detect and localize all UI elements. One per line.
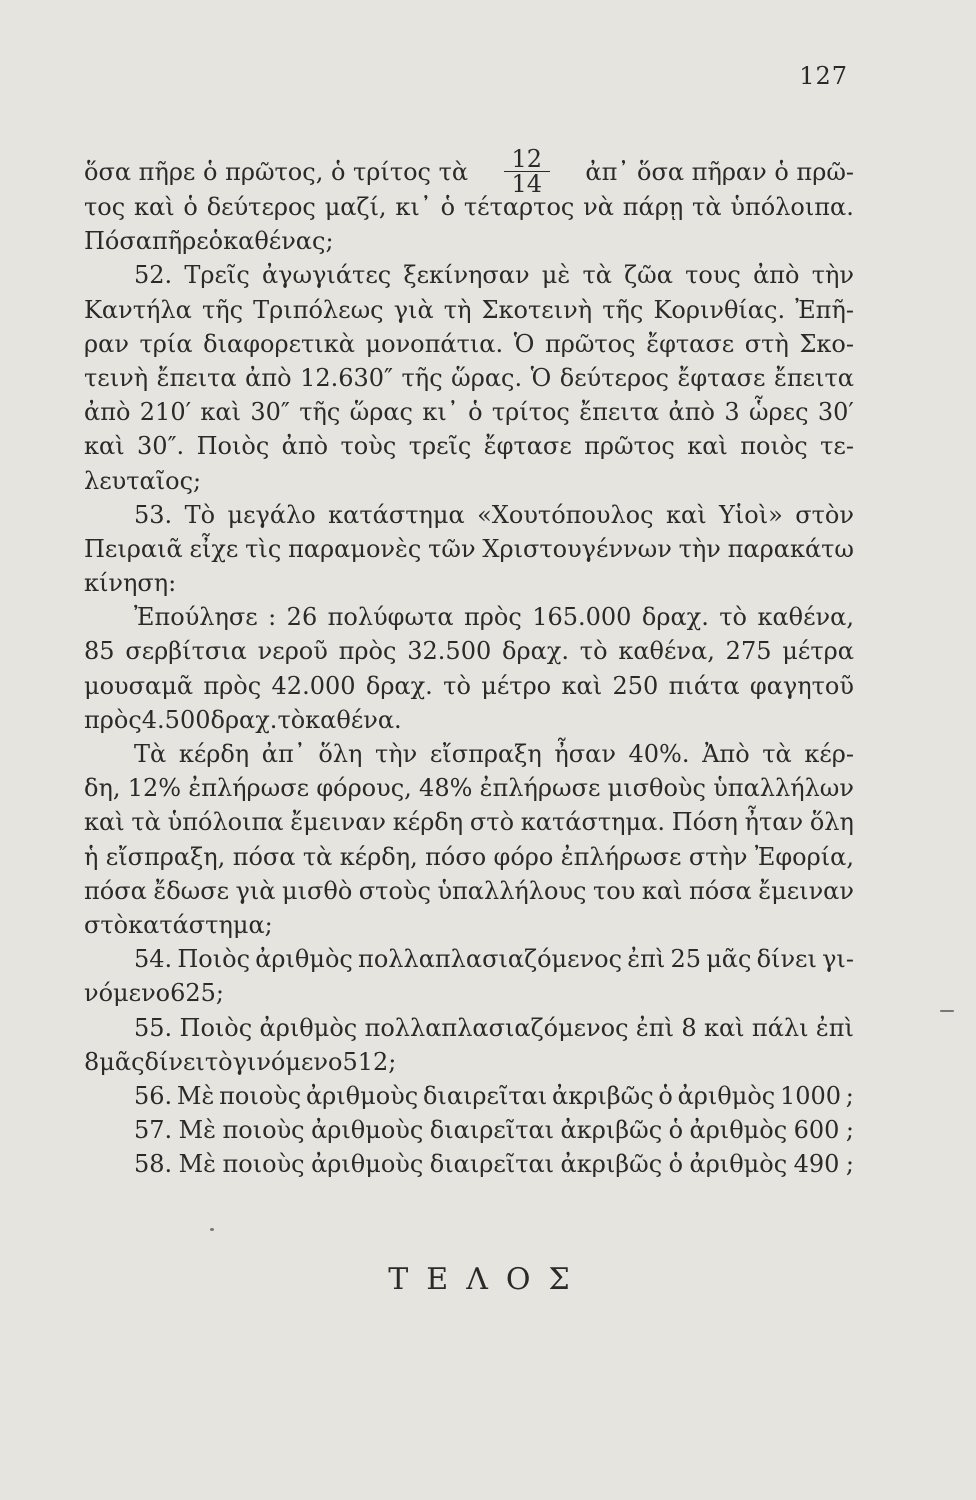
text-line: μουσαμᾶ πρὸς 42.000 δραχ. τὸ μέτρο καὶ 250 πιάτα φαγητοῦ <box>84 671 854 700</box>
text-line: τεινὴ ἔπειτα ἀπὸ 12.630″ τῆς ὥρας. Ὁ δεύτερος ἔφτασε ἔπειτα <box>84 363 854 392</box>
body-lines <box>84 190 854 1181</box>
text-line: κίνηση : <box>84 569 177 598</box>
text-line: δη, 12% ἐπλήρωσε φόρους, 48% ἐπλήρωσε μισθοὺς ὑπαλλήλων <box>84 774 854 803</box>
text-block <box>84 118 854 1181</box>
text-line: Ἐπούλησε : 26 πολύφωτα πρὸς 165.000 δραχ. τὸ καθένα, <box>134 603 854 632</box>
text-line: πρὸς 4.500 δραχ. τὸ καθένα. <box>84 705 402 734</box>
text-line: ἀπὸ 210′ καὶ 30″ τῆς ὥρας κι᾽ ὁ τρίτος ἔπειτα ἀπὸ 3 ὧρες 30′ <box>84 398 854 427</box>
text-line: ραν τρία διαφορετικὰ μονοπάτια. Ὁ πρῶτος ἔφτασε στὴ Σκο- <box>84 329 854 358</box>
fraction <box>504 147 550 196</box>
text-line: 55. Ποιὸς ἀριθμὸς πολλαπλασιαζόμενος ἐπὶ 8 καὶ πάλι ἐπὶ <box>134 1013 854 1042</box>
text-line: Τὰ κέρδη ἀπ᾽ ὅλη τὴν εἴσπραξη ἦσαν 40%. Ἀπὸ τὰ κέρ- <box>134 740 854 768</box>
print-speck <box>940 1010 954 1012</box>
text-line: καὶ 30″. Ποιὸς ἀπὸ τοὺς τρεῖς ἔφτασε πρῶτος καὶ ποιὸς τε- <box>84 432 854 461</box>
text-line: 53. Τὸ μεγάλο κατάστημα «Χουτόπουλος καὶ Υἱοὶ» στὸν <box>134 500 854 529</box>
page-number: 127 <box>799 62 848 90</box>
text-line: τος καὶ ὁ δεύτερος μαζί, κι᾽ ὁ τέταρτος νὰ πάρῃ τὰ ὑπόλοιπα. <box>84 193 854 221</box>
text-line: 52. Τρεῖς ἀγωγιάτες ξεκίνησαν μὲ τὰ ζῶα τους ἀπὸ τὴν <box>134 261 854 290</box>
text-line: 58. Μὲ ποιοὺς ἀριθμοὺς διαιρεῖται ἀκριβῶς ὁ ἀριθμὸς 490 ; <box>134 1150 854 1179</box>
text-line: 8 μᾶς δίνει τὸ γινόμενο 512 ; <box>84 1047 397 1076</box>
text-line: πόσα ἔδωσε γιὰ μισθὸ στοὺς ὑπαλλήλους του καὶ πόσα ἔμειναν <box>84 876 854 905</box>
text-line: 54. Ποιὸς ἀριθμὸς πολλαπλασιαζόμενος ἐπὶ 25 μᾶς δίνει γι- <box>134 945 854 974</box>
end-title: ΤΕΛΟΣ <box>388 1262 588 1297</box>
fraction-numerator: 12 <box>511 145 543 173</box>
first-line-before: ὅσα πῆρε ὁ πρῶτος, ὁ τρίτος τὰ <box>84 158 469 186</box>
first-line <box>84 118 854 198</box>
text-line: νόμενο 625 ; <box>84 979 225 1008</box>
text-line: Πειραιᾶ εἶχε τὶς παραμονὲς τῶν Χριστουγέννων τὴν παρακάτω <box>84 534 854 563</box>
text-line: 85 σερβίτσια νεροῦ πρὸς 32.500 δραχ. τὸ καθένα, 275 μέτρα <box>84 637 854 666</box>
text-line: Πόσα πῆρε ὁ καθένας ; <box>84 227 334 256</box>
text-line: λευταῖος ; <box>84 466 202 495</box>
print-speck <box>210 1228 214 1231</box>
text-line: Καντήλα τῆς Τριπόλεως γιὰ τὴ Σκοτεινὴ τῆς Κορινθίας. Ἐπῆ- <box>84 295 854 324</box>
text-line: ἡ εἴσπραξη, πόσα τὰ κέρδη, πόσο φόρο ἐπλήρωσε στὴν Ἐφορία, <box>84 842 854 871</box>
text-line: 57. Μὲ ποιοὺς ἀριθμοὺς διαιρεῖται ἀκριβῶς ὁ ἀριθμὸς 600 ; <box>134 1116 854 1145</box>
text-line: καὶ τὰ ὑπόλοιπα ἔμειναν κέρδη στὸ κατάστημα. Πόση ἦταν ὅλη <box>84 808 854 837</box>
first-line-after: ἀπ᾽ ὅσα πῆραν ὁ πρῶ- <box>585 158 854 186</box>
text-line: 56. Μὲ ποιοὺς ἀριθμοὺς διαιρεῖται ἀκριβῶς ὁ ἀριθμὸς 1000 ; <box>134 1081 854 1110</box>
text-line: στὸ κατάστημα ; <box>84 910 273 939</box>
fraction-denominator: 14 <box>511 170 543 198</box>
